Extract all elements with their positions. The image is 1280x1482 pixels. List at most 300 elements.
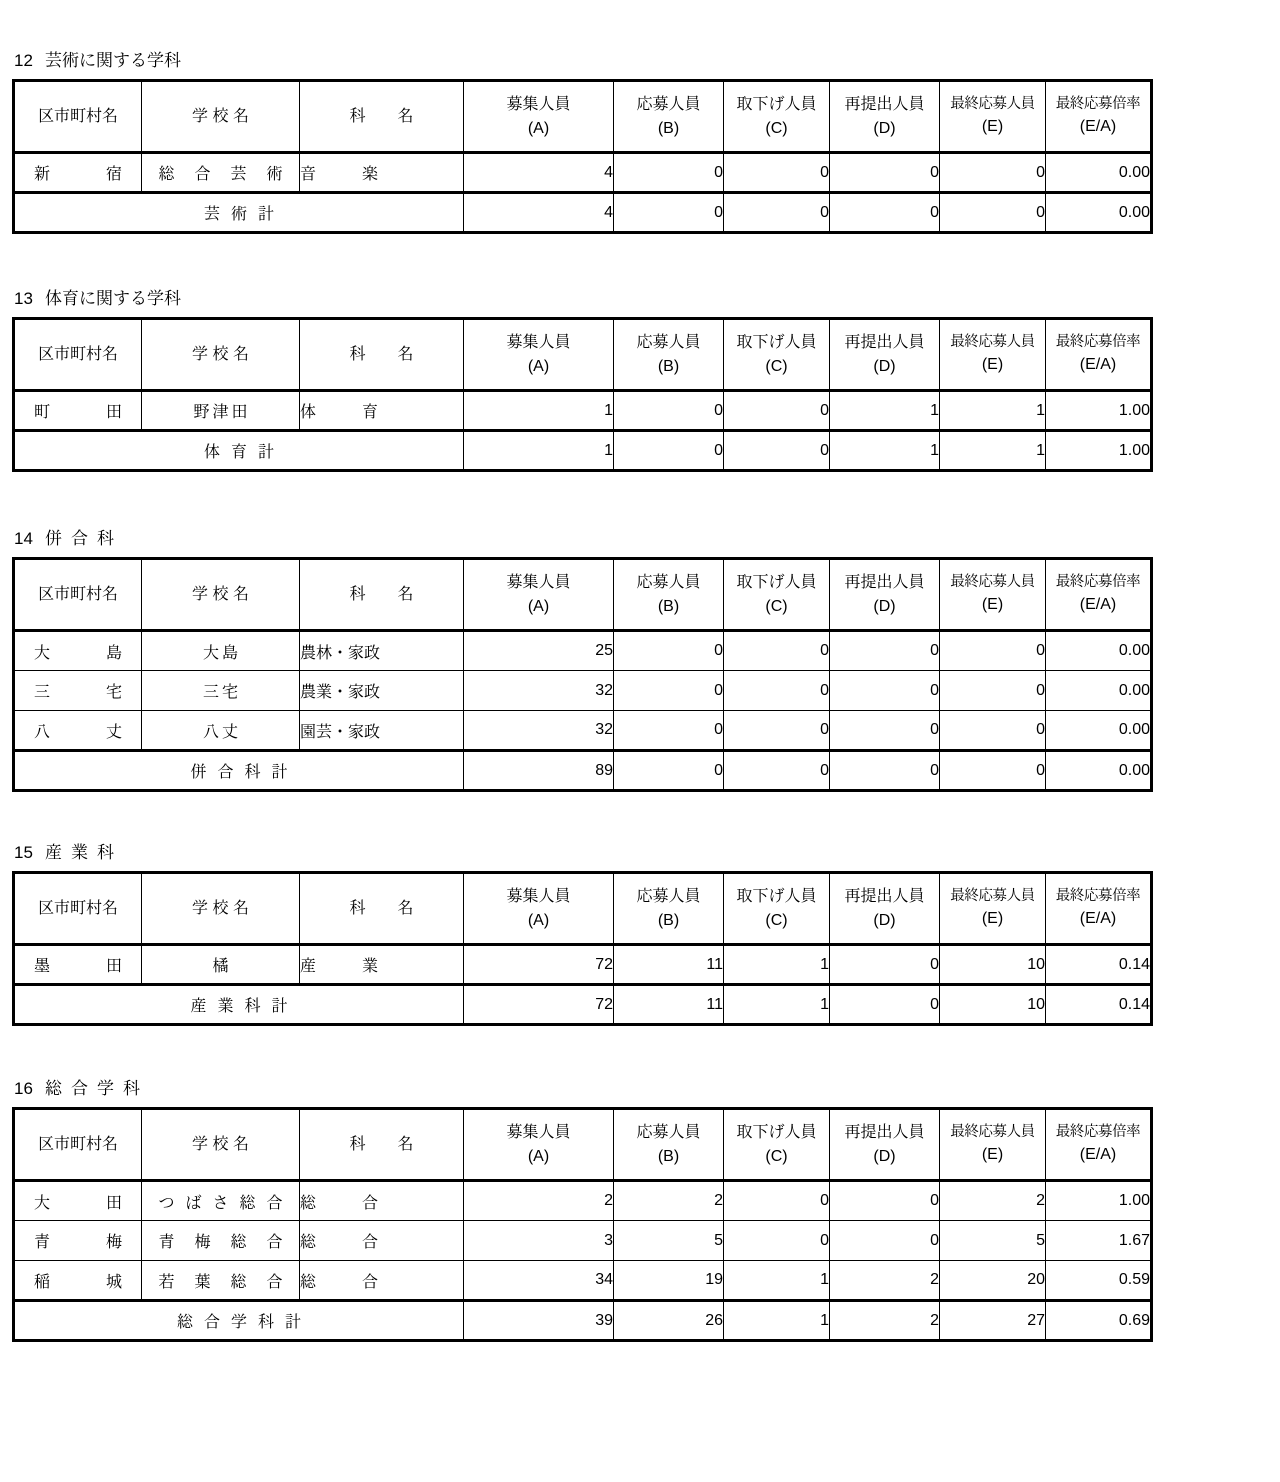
total-withdrawn: 0 [724, 193, 830, 233]
section-caption-15 [14, 844, 1280, 861]
col-header-withdrawn-main: 取下げ人員 [736, 888, 817, 906]
total-applicants: 0 [614, 751, 724, 791]
city-name: 稲城 [34, 1273, 122, 1291]
total-applicants: 0 [614, 431, 724, 471]
cell-final-ratio: 1.00 [1046, 1181, 1152, 1221]
section-gap [0, 792, 1280, 844]
col-header-applicants-main: 応募人員 [636, 334, 701, 352]
col-header-course [300, 81, 464, 153]
section-15 [0, 844, 1280, 1026]
table-header [14, 559, 1152, 631]
col-header-final-ratio-main: 最終応募倍率 [1055, 334, 1141, 351]
col-header-final-applicants-sub: (E) [981, 596, 1004, 614]
col-header-withdrawn-sub: (C) [765, 119, 788, 137]
col-header-course-main: 科 名 [349, 1135, 414, 1153]
total-capacity: 89 [464, 751, 614, 791]
col-header-resubmitted-main: 再提出人員 [844, 96, 925, 114]
col-header-course-main: 科 名 [349, 107, 414, 125]
total-label: 併合科計 [190, 764, 299, 781]
col-header-withdrawn-sub: (C) [765, 597, 788, 615]
col-header-school [142, 81, 300, 153]
table-row [14, 945, 1152, 985]
cell-final-applicants: 10 [940, 945, 1046, 985]
col-header-final-applicants-main: 最終応募人員 [950, 334, 1035, 351]
total-capacity: 39 [464, 1301, 614, 1341]
cell-final-applicants: 0 [940, 631, 1046, 671]
total-capacity: 72 [464, 985, 614, 1025]
col-header-withdrawn-sub: (C) [765, 911, 788, 929]
col-header-capacity [464, 81, 614, 153]
table-header [14, 1109, 1152, 1181]
cell-capacity: 3 [464, 1221, 614, 1261]
total-resubmitted: 0 [830, 193, 940, 233]
school-name: 八丈 [202, 723, 241, 741]
col-header-applicants-sub: (B) [657, 1147, 680, 1165]
col-header-resubmitted [830, 559, 940, 631]
section-title: 総合学科 [45, 1079, 149, 1098]
page-top-spacer [0, 0, 1280, 52]
cell-withdrawn: 0 [724, 391, 830, 431]
section-number: 14 [14, 529, 33, 548]
cell-course [300, 153, 464, 193]
total-row [14, 751, 1152, 791]
col-header-school-main: 学 校 名 [192, 107, 249, 125]
col-header-resubmitted-main: 再提出人員 [844, 574, 925, 592]
col-header-city-main: 区市町村名 [37, 899, 118, 917]
col-header-withdrawn [724, 1109, 830, 1181]
section-13 [0, 290, 1280, 472]
total-applicants: 26 [614, 1301, 724, 1341]
col-header-resubmitted-sub: (D) [873, 911, 896, 929]
col-header-applicants-sub: (B) [657, 119, 680, 137]
cell-applicants: 19 [614, 1261, 724, 1301]
cell-course [300, 1221, 464, 1261]
col-header-resubmitted-main: 再提出人員 [844, 1124, 925, 1142]
total-withdrawn: 1 [724, 1301, 830, 1341]
section-12 [0, 52, 1280, 234]
cell-final-ratio: 1.67 [1046, 1221, 1152, 1261]
col-header-withdrawn-main: 取下げ人員 [736, 1124, 817, 1142]
cell-resubmitted: 2 [830, 1261, 940, 1301]
cell-withdrawn: 0 [724, 711, 830, 751]
total-final-applicants: 10 [940, 985, 1046, 1025]
col-header-course [300, 873, 464, 945]
cell-resubmitted: 0 [830, 945, 940, 985]
col-header-capacity-main: 募集人員 [506, 96, 571, 114]
col-header-city [14, 873, 142, 945]
col-header-applicants [614, 873, 724, 945]
col-header-resubmitted-main: 再提出人員 [844, 334, 925, 352]
cell-city [14, 1221, 142, 1261]
cell-final-ratio: 0.14 [1046, 945, 1152, 985]
col-header-withdrawn-main: 取下げ人員 [736, 96, 817, 114]
col-header-school-main: 学 校 名 [192, 585, 249, 603]
section-number: 16 [14, 1079, 33, 1098]
stat-table-16 [12, 1107, 1153, 1342]
col-header-capacity-main: 募集人員 [506, 574, 571, 592]
course-name: 園芸・家政 [300, 723, 381, 741]
col-header-course-main: 科 名 [349, 899, 414, 917]
col-header-course-main: 科 名 [349, 585, 414, 603]
course-name: 総合 [300, 1194, 378, 1212]
col-header-resubmitted-sub: (D) [873, 119, 896, 137]
cell-school [142, 391, 300, 431]
col-header-applicants-main: 応募人員 [636, 888, 701, 906]
col-header-final-applicants-main: 最終応募人員 [950, 96, 1035, 113]
col-header-resubmitted [830, 1109, 940, 1181]
cell-course [300, 945, 464, 985]
city-name: 大島 [34, 644, 122, 662]
cell-final-ratio: 0.00 [1046, 153, 1152, 193]
col-header-capacity-main: 募集人員 [506, 334, 571, 352]
total-final-applicants: 27 [940, 1301, 1046, 1341]
col-header-applicants-main: 応募人員 [636, 1124, 701, 1142]
cell-capacity: 32 [464, 711, 614, 751]
col-header-applicants-sub: (B) [657, 911, 680, 929]
total-applicants: 11 [614, 985, 724, 1025]
total-final-ratio: 0.00 [1046, 751, 1152, 791]
total-final-applicants: 0 [940, 193, 1046, 233]
col-header-withdrawn [724, 319, 830, 391]
col-header-final-applicants [940, 559, 1046, 631]
cell-capacity: 1 [464, 391, 614, 431]
col-header-capacity-main: 募集人員 [506, 1124, 571, 1142]
total-label: 総合学科計 [176, 1314, 312, 1331]
city-name: 大田 [34, 1194, 122, 1212]
col-header-final-ratio-sub: (E/A) [1079, 596, 1117, 614]
col-header-course [300, 1109, 464, 1181]
cell-capacity: 32 [464, 671, 614, 711]
col-header-resubmitted [830, 319, 940, 391]
col-header-final-applicants [940, 319, 1046, 391]
stat-table-14 [12, 557, 1153, 792]
school-name: 橘 [212, 958, 232, 975]
cell-final-ratio: 1.00 [1046, 391, 1152, 431]
table-body [14, 945, 1152, 1025]
total-final-ratio: 0.00 [1046, 193, 1152, 233]
col-header-capacity [464, 559, 614, 631]
col-header-final-ratio-main: 最終応募倍率 [1055, 1124, 1141, 1141]
cell-total-label [14, 1301, 464, 1341]
cell-city [14, 631, 142, 671]
col-header-course [300, 559, 464, 631]
total-final-applicants: 1 [940, 431, 1046, 471]
col-header-capacity-sub: (A) [527, 357, 550, 375]
total-resubmitted: 1 [830, 431, 940, 471]
cell-course [300, 711, 464, 751]
cell-city [14, 1261, 142, 1301]
table-body [14, 153, 1152, 233]
col-header-final-applicants-main: 最終応募人員 [950, 1124, 1035, 1141]
table-row [14, 711, 1152, 751]
col-header-applicants-sub: (B) [657, 357, 680, 375]
school-name: 若葉総合 [158, 1273, 283, 1291]
col-header-school [142, 319, 300, 391]
total-row [14, 985, 1152, 1025]
cell-final-applicants: 2 [940, 1181, 1046, 1221]
table-header [14, 81, 1152, 153]
col-header-capacity-sub: (A) [527, 911, 550, 929]
section-gap [0, 1026, 1280, 1080]
section-14 [0, 530, 1280, 792]
cell-applicants: 2 [614, 1181, 724, 1221]
total-row [14, 1301, 1152, 1341]
cell-applicants: 0 [614, 631, 724, 671]
col-header-final-applicants-sub: (E) [981, 356, 1004, 374]
col-header-resubmitted-sub: (D) [873, 357, 896, 375]
col-header-course-main: 科 名 [349, 345, 414, 363]
col-header-city [14, 81, 142, 153]
cell-capacity: 72 [464, 945, 614, 985]
course-name: 産業 [300, 958, 378, 975]
cell-final-applicants: 5 [940, 1221, 1046, 1261]
course-name: 農林・家政 [300, 644, 381, 662]
cell-resubmitted: 0 [830, 631, 940, 671]
col-header-final-ratio [1046, 319, 1152, 391]
col-header-capacity-sub: (A) [527, 119, 550, 137]
city-name: 新宿 [34, 166, 122, 183]
table-row [14, 1261, 1152, 1301]
table-header [14, 873, 1152, 945]
cell-course [300, 391, 464, 431]
school-name: 野津田 [193, 404, 251, 421]
school-name: 総合芸術 [158, 166, 283, 183]
col-header-capacity-sub: (A) [527, 597, 550, 615]
cell-total-label [14, 193, 464, 233]
col-header-withdrawn-main: 取下げ人員 [736, 574, 817, 592]
total-withdrawn: 0 [724, 751, 830, 791]
stat-table-13 [12, 317, 1153, 472]
cell-final-applicants: 0 [940, 153, 1046, 193]
col-header-city [14, 1109, 142, 1181]
col-header-capacity [464, 873, 614, 945]
col-header-final-ratio [1046, 1109, 1152, 1181]
col-header-resubmitted [830, 81, 940, 153]
table-body [14, 391, 1152, 471]
school-name: 三宅 [202, 684, 241, 701]
cell-withdrawn: 0 [724, 631, 830, 671]
cell-city [14, 391, 142, 431]
cell-school [142, 671, 300, 711]
header-row [14, 873, 1152, 945]
cell-city [14, 711, 142, 751]
cell-school [142, 1221, 300, 1261]
cell-total-label [14, 431, 464, 471]
total-resubmitted: 2 [830, 1301, 940, 1341]
header-row [14, 559, 1152, 631]
table-row [14, 671, 1152, 711]
cell-resubmitted: 0 [830, 671, 940, 711]
table-row [14, 1181, 1152, 1221]
cell-applicants: 0 [614, 153, 724, 193]
cell-school [142, 153, 300, 193]
col-header-resubmitted [830, 873, 940, 945]
section-number: 13 [14, 289, 33, 308]
school-name: 大島 [202, 644, 241, 662]
cell-applicants: 5 [614, 1221, 724, 1261]
section-caption-12 [14, 52, 1280, 69]
total-capacity: 1 [464, 431, 614, 471]
col-header-final-ratio-main: 最終応募倍率 [1055, 888, 1141, 905]
cell-applicants: 0 [614, 391, 724, 431]
total-final-ratio: 1.00 [1046, 431, 1152, 471]
total-final-applicants: 0 [940, 751, 1046, 791]
col-header-final-applicants-main: 最終応募人員 [950, 888, 1035, 905]
cell-final-ratio: 0.00 [1046, 631, 1152, 671]
course-name: 音楽 [300, 166, 378, 183]
col-header-withdrawn [724, 873, 830, 945]
city-name: 墨田 [34, 958, 122, 975]
table-row [14, 153, 1152, 193]
col-header-final-ratio-sub: (E/A) [1079, 1146, 1117, 1164]
section-title: 芸術に関する学科 [45, 51, 181, 70]
cell-final-ratio: 0.00 [1046, 711, 1152, 751]
col-header-withdrawn [724, 559, 830, 631]
table-row [14, 391, 1152, 431]
col-header-applicants [614, 81, 724, 153]
cell-course [300, 631, 464, 671]
cell-applicants: 11 [614, 945, 724, 985]
col-header-applicants [614, 559, 724, 631]
cell-withdrawn: 0 [724, 1221, 830, 1261]
col-header-capacity [464, 319, 614, 391]
cell-total-label [14, 751, 464, 791]
col-header-city-main: 区市町村名 [37, 585, 118, 603]
total-withdrawn: 1 [724, 985, 830, 1025]
cell-total-label [14, 985, 464, 1025]
school-name: 青梅総合 [158, 1234, 283, 1251]
col-header-resubmitted-main: 再提出人員 [844, 888, 925, 906]
cell-resubmitted: 0 [830, 1221, 940, 1261]
col-header-final-applicants-sub: (E) [981, 910, 1004, 928]
section-gap [0, 472, 1280, 530]
total-applicants: 0 [614, 193, 724, 233]
cell-city [14, 153, 142, 193]
school-name: つばさ総合 [158, 1194, 283, 1212]
section-16 [0, 1080, 1280, 1342]
table-header [14, 319, 1152, 391]
total-final-ratio: 0.69 [1046, 1301, 1152, 1341]
city-name: 八丈 [34, 723, 122, 741]
col-header-city [14, 319, 142, 391]
sections-container [0, 52, 1280, 1342]
col-header-applicants [614, 319, 724, 391]
total-resubmitted: 0 [830, 751, 940, 791]
col-header-school-main: 学 校 名 [192, 1135, 249, 1153]
cell-withdrawn: 0 [724, 153, 830, 193]
total-resubmitted: 0 [830, 985, 940, 1025]
col-header-capacity-main: 募集人員 [506, 888, 571, 906]
header-row [14, 319, 1152, 391]
section-number: 15 [14, 843, 33, 862]
col-header-final-ratio-sub: (E/A) [1079, 118, 1117, 136]
total-row [14, 193, 1152, 233]
stat-table-15 [12, 871, 1153, 1026]
table-row [14, 631, 1152, 671]
col-header-final-applicants-sub: (E) [981, 118, 1004, 136]
cell-capacity: 34 [464, 1261, 614, 1301]
course-name: 総合 [300, 1234, 378, 1251]
city-name: 青梅 [34, 1234, 122, 1251]
total-label: 芸術計 [203, 206, 285, 223]
col-header-school [142, 559, 300, 631]
course-name: 体育 [300, 404, 378, 421]
cell-final-applicants: 0 [940, 671, 1046, 711]
col-header-capacity-sub: (A) [527, 1147, 550, 1165]
cell-resubmitted: 1 [830, 391, 940, 431]
cell-course [300, 1181, 464, 1221]
col-header-city [14, 559, 142, 631]
header-row [14, 1109, 1152, 1181]
cell-course [300, 1261, 464, 1301]
cell-final-applicants: 20 [940, 1261, 1046, 1301]
col-header-applicants-main: 応募人員 [636, 574, 701, 592]
cell-applicants: 0 [614, 711, 724, 751]
col-header-school-main: 学 校 名 [192, 345, 249, 363]
total-label: 体育計 [203, 444, 285, 461]
col-header-applicants [614, 1109, 724, 1181]
section-caption-16 [14, 1080, 1280, 1097]
cell-final-applicants: 0 [940, 711, 1046, 751]
cell-final-ratio: 0.00 [1046, 671, 1152, 711]
cell-withdrawn: 1 [724, 1261, 830, 1301]
stat-table-12 [12, 79, 1153, 234]
col-header-final-ratio-sub: (E/A) [1079, 910, 1117, 928]
cell-course [300, 671, 464, 711]
section-title: 併合科 [45, 529, 123, 548]
col-header-course [300, 319, 464, 391]
cell-withdrawn: 0 [724, 1181, 830, 1221]
col-header-resubmitted-sub: (D) [873, 1147, 896, 1165]
col-header-withdrawn-sub: (C) [765, 357, 788, 375]
cell-school [142, 711, 300, 751]
cell-resubmitted: 0 [830, 711, 940, 751]
total-withdrawn: 0 [724, 431, 830, 471]
section-caption-14 [14, 530, 1280, 547]
col-header-final-ratio-main: 最終応募倍率 [1055, 96, 1141, 113]
col-header-school [142, 1109, 300, 1181]
cell-school [142, 631, 300, 671]
cell-capacity: 25 [464, 631, 614, 671]
col-header-school-main: 学 校 名 [192, 899, 249, 917]
cell-city [14, 945, 142, 985]
course-name: 農業・家政 [300, 684, 381, 701]
section-caption-13 [14, 290, 1280, 307]
cell-capacity: 2 [464, 1181, 614, 1221]
col-header-final-applicants-sub: (E) [981, 1146, 1004, 1164]
section-number: 12 [14, 51, 33, 70]
city-name: 三宅 [34, 684, 122, 701]
col-header-final-applicants-main: 最終応募人員 [950, 574, 1035, 591]
col-header-school [142, 873, 300, 945]
cell-capacity: 4 [464, 153, 614, 193]
table-row [14, 1221, 1152, 1261]
col-header-final-applicants [940, 873, 1046, 945]
col-header-applicants-sub: (B) [657, 597, 680, 615]
col-header-final-ratio [1046, 559, 1152, 631]
cell-city [14, 1181, 142, 1221]
total-capacity: 4 [464, 193, 614, 233]
cell-withdrawn: 0 [724, 671, 830, 711]
total-final-ratio: 0.14 [1046, 985, 1152, 1025]
total-label: 産業科計 [190, 998, 299, 1015]
cell-resubmitted: 0 [830, 1181, 940, 1221]
city-name: 町田 [34, 404, 122, 421]
col-header-final-ratio [1046, 873, 1152, 945]
course-name: 総合 [300, 1273, 378, 1291]
section-title: 産業科 [45, 843, 123, 862]
col-header-final-ratio-main: 最終応募倍率 [1055, 574, 1141, 591]
